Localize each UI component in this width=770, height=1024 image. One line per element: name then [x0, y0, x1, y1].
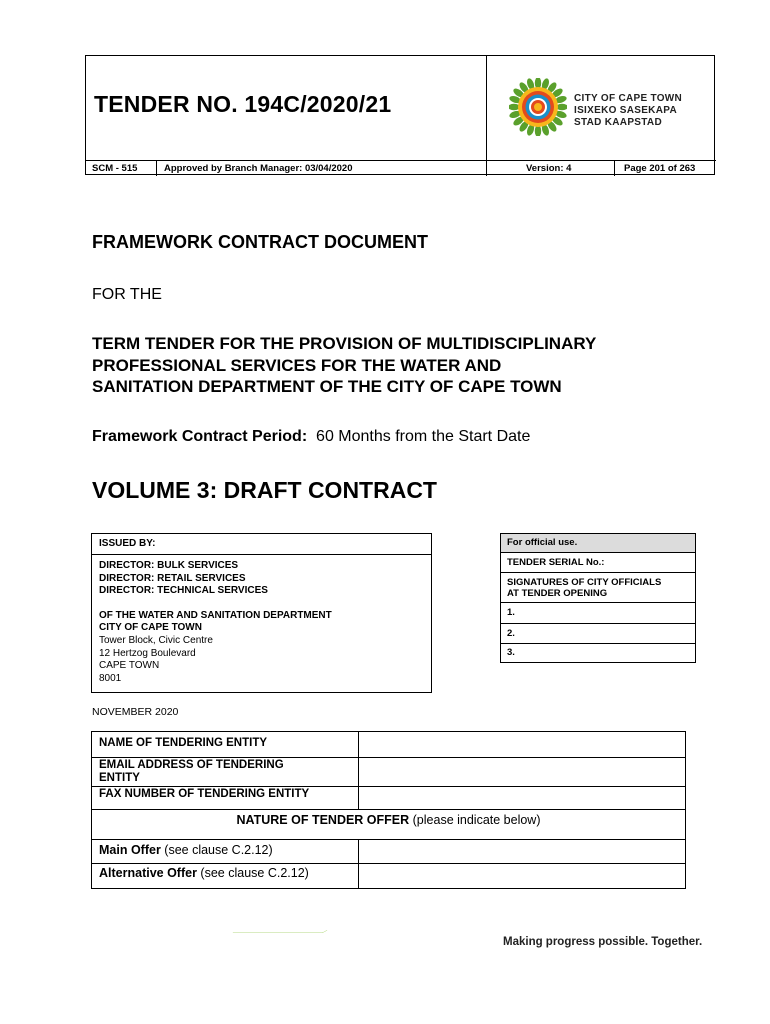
tender-serial-label: TENDER SERIAL No.: [501, 553, 695, 573]
dept-line: OF THE WATER AND SANITATION DEPARTMENT [99, 609, 332, 621]
issued-by-body [99, 560, 332, 685]
term-line-2: PROFESSIONAL SERVICES FOR THE WATER AND [92, 355, 502, 375]
entity-name-field[interactable] [359, 732, 685, 758]
entity-email-label [99, 759, 284, 784]
volume-heading: VOLUME 3: DRAFT CONTRACT [92, 477, 437, 503]
signatures-line-2: AT TENDER OPENING [507, 588, 608, 599]
main-offer-field[interactable] [359, 840, 685, 864]
alt-offer-label [99, 867, 309, 880]
approved-by: Approved by Branch Manager: 03/04/2020 [164, 163, 353, 174]
issued-by-title: ISSUED BY: [99, 538, 156, 549]
email-label-line-2: ENTITY [99, 771, 140, 784]
city-name-en: CITY OF CAPE TOWN [574, 93, 683, 104]
city-line: CITY OF CAPE TOWN [99, 622, 202, 634]
alt-offer-rest: (see clause C.2.12) [196, 866, 309, 880]
period-value: 60 Months from the Start Date [316, 428, 531, 445]
version: Version: 4 [526, 163, 572, 174]
address-line-1: Tower Block, Civic Centre [99, 634, 213, 646]
contract-period [92, 428, 530, 446]
signatures-label [501, 573, 695, 603]
entity-fax-field[interactable] [359, 787, 685, 810]
director-retail: DIRECTOR: RETAIL SERVICES [99, 572, 246, 584]
alt-offer-bold: Alternative Offer [99, 866, 197, 880]
document-date: NOVEMBER 2020 [92, 706, 179, 718]
address-line-4: 8001 [99, 672, 122, 684]
alt-offer-field[interactable] [359, 864, 685, 888]
official-use-box [500, 533, 696, 663]
entity-email-field[interactable] [359, 758, 685, 786]
nature-of-offer [92, 813, 685, 827]
issued-by-divider [92, 554, 431, 555]
footer-sep-1 [156, 161, 157, 176]
footer-swoosh-icon [60, 930, 500, 933]
nature-rest: (please indicate below) [409, 813, 541, 827]
issued-by-box [91, 533, 432, 693]
for-the: FOR THE [92, 286, 162, 303]
header-divider [486, 56, 487, 176]
entity-fax-label: FAX NUMBER OF TENDERING ENTITY [99, 788, 310, 800]
main-offer-bold: Main Offer [99, 843, 161, 857]
director-bulk: DIRECTOR: BULK SERVICES [99, 560, 239, 571]
signatures-line-1: SIGNATURES OF CITY OFFICIALS [507, 577, 662, 588]
signature-row-2[interactable]: 2. [501, 624, 695, 644]
header-box [85, 55, 715, 175]
period-label: Framework Contract Period: [92, 428, 308, 445]
signature-row-1[interactable]: 1. [501, 603, 695, 624]
city-name-xh: ISIXEKO SASEKAPA [574, 105, 677, 116]
address-line-3: CAPE TOWN [99, 660, 160, 672]
footer-sep-3 [614, 161, 615, 176]
city-logo-icon [509, 78, 567, 136]
footer-sep-2 [486, 161, 487, 176]
city-name-block [574, 93, 682, 129]
term-tender-heading [92, 333, 732, 398]
tendering-entity-table [91, 731, 686, 889]
term-line-3: SANITATION DEPARTMENT OF THE CITY OF CAPE TOWN [92, 377, 562, 396]
term-line-1: TERM TENDER FOR THE PROVISION OF MULTIDISCIPLINARY [92, 334, 597, 353]
signature-row-3[interactable]: 3. [507, 647, 515, 658]
framework-heading: FRAMEWORK CONTRACT DOCUMENT [92, 232, 428, 252]
scm-code: SCM - 515 [92, 163, 138, 174]
email-label-line-1: EMAIL ADDRESS OF TENDERING [99, 759, 284, 771]
nature-bold: NATURE OF TENDER OFFER [236, 813, 410, 827]
row-nature [92, 810, 685, 840]
page-number: Page 201 of 263 [624, 163, 696, 174]
official-use-header: For official use. [501, 534, 695, 553]
tender-number: TENDER NO. 194C/2020/21 [94, 91, 392, 117]
address-line-2: 12 Hertzog Boulevard [99, 647, 196, 659]
city-name-af: STAD KAAPSTAD [574, 117, 662, 128]
footer-slogan: Making progress possible. Together. [503, 936, 703, 948]
entity-name-label: NAME OF TENDERING ENTITY [99, 737, 268, 749]
director-technical: DIRECTOR: TECHNICAL SERVICES [99, 585, 268, 597]
main-offer-label [99, 844, 273, 857]
main-offer-rest: (see clause C.2.12) [160, 843, 273, 857]
